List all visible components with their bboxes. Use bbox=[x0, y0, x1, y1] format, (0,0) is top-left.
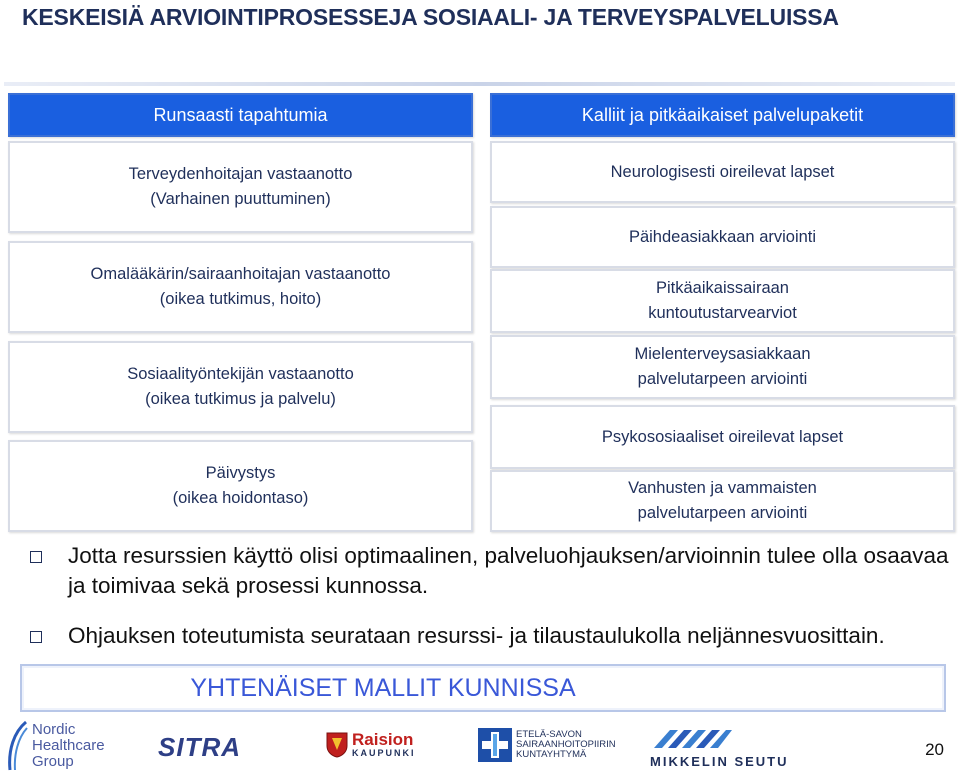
esshp-line: ETELÄ-SAVON bbox=[516, 729, 582, 740]
sitra-logo bbox=[158, 732, 241, 763]
left-item-line2: (oikea tutkimus, hoito) bbox=[159, 290, 322, 308]
footer-logos bbox=[0, 718, 960, 775]
right-item-vanhukset bbox=[490, 470, 955, 532]
nordic-healthcare-logo bbox=[6, 720, 105, 772]
left-item-line2: (oikea hoidontaso) bbox=[172, 489, 309, 507]
esshp-cross-icon bbox=[478, 728, 512, 762]
mikkeli-waves-icon bbox=[650, 724, 734, 752]
bullet-text: Jotta resurssien käyttö olisi optimaalinen, palveluohjauksen/arvioinnin tulee olla osaavaa ja toimivaa sekä prosessi kunnossa. bbox=[68, 543, 949, 598]
page-number: 20 bbox=[925, 740, 944, 759]
left-item-paivystys bbox=[8, 440, 473, 532]
right-item-line1: Pitkäaikaissairaan bbox=[656, 279, 789, 297]
nordic-swoosh-icon bbox=[6, 720, 28, 772]
left-item-line1: Päivystys bbox=[205, 464, 276, 482]
summary-banner bbox=[20, 664, 946, 712]
right-item-line2: palvelutarpeen arviointi bbox=[637, 504, 808, 522]
left-item-line1: Terveydenhoitajan vastaanotto bbox=[128, 165, 353, 183]
nordic-line: Healthcare bbox=[32, 737, 105, 754]
raisio-logo bbox=[326, 732, 416, 758]
esshp-logo bbox=[478, 728, 616, 762]
raisio-crest-icon bbox=[326, 732, 348, 758]
left-header-label: Runsaasti tapahtumia bbox=[153, 104, 328, 125]
bullet-item bbox=[30, 621, 950, 651]
banner-text: YHTENÄISET MALLIT KUNNISSA bbox=[190, 673, 576, 702]
nordic-line: Group bbox=[32, 753, 74, 770]
right-item-pitkaaikaissairas bbox=[490, 269, 955, 333]
left-item-line2: (Varhainen puuttuminen) bbox=[150, 190, 331, 208]
mikkeli-wordmark: MIKKELIN SEUTU bbox=[650, 754, 789, 769]
right-column-header bbox=[490, 93, 955, 137]
right-item-psykososiaaliset bbox=[490, 405, 955, 469]
esshp-text bbox=[516, 730, 616, 760]
checkbox-bullet-icon bbox=[30, 551, 42, 563]
nordic-line: Nordic bbox=[32, 721, 76, 738]
bullet-text: Ohjauksen toteutumista seurataan resurssi- ja tilaustaulukolla neljännesvuosittain. bbox=[68, 623, 885, 648]
right-item-line1: Päihdeasiakkaan arviointi bbox=[628, 227, 817, 246]
nordic-text bbox=[32, 722, 105, 770]
bullet-item bbox=[30, 541, 950, 601]
sitra-wordmark: SITRA bbox=[158, 732, 241, 762]
left-column-header bbox=[8, 93, 473, 137]
right-item-line1: Psykososiaaliset oireilevat lapset bbox=[601, 427, 844, 446]
right-item-neurologiset bbox=[490, 141, 955, 203]
right-item-line1: Neurologisesti oireilevat lapset bbox=[610, 162, 835, 181]
raisio-subtitle: KAUPUNKI bbox=[352, 748, 416, 758]
page-title: KESKEISIÄ ARVIOINTIPROSESSEJA SOSIAALI- JA TERVEYSPALVELUISSA bbox=[22, 4, 839, 30]
left-item-sosiaalityontekija bbox=[8, 341, 473, 433]
left-item-line1: Sosiaalityöntekijän vastaanotto bbox=[127, 365, 354, 383]
bullet-list bbox=[30, 541, 950, 651]
right-item-paihde bbox=[490, 206, 955, 268]
right-item-mielenterveys bbox=[490, 335, 955, 399]
esshp-line: SAIRAANHOITOPIIRIN bbox=[516, 739, 616, 750]
mikkeli-seutu-logo bbox=[650, 724, 789, 769]
right-header-label: Kalliit ja pitkäaikaiset palvelupaketit bbox=[581, 104, 864, 125]
right-item-line2: palvelutarpeen arviointi bbox=[637, 370, 808, 388]
left-item-omalaakari bbox=[8, 241, 473, 333]
raisio-wordmark: Raision bbox=[352, 730, 414, 749]
right-item-line2: kuntoutustarvearviot bbox=[648, 304, 797, 322]
left-item-line2: (oikea tutkimus ja palvelu) bbox=[145, 390, 336, 408]
right-item-line1: Mielenterveysasiakkaan bbox=[634, 345, 811, 363]
right-item-line1: Vanhusten ja vammaisten bbox=[628, 479, 817, 497]
left-item-terveydenhoitaja bbox=[8, 141, 473, 233]
checkbox-bullet-icon bbox=[30, 631, 42, 643]
esshp-line: KUNTAYHTYMÄ bbox=[516, 749, 587, 760]
left-item-line1: Omalääkärin/sairaanhoitajan vastaanotto bbox=[90, 265, 391, 283]
title-divider bbox=[4, 82, 955, 86]
